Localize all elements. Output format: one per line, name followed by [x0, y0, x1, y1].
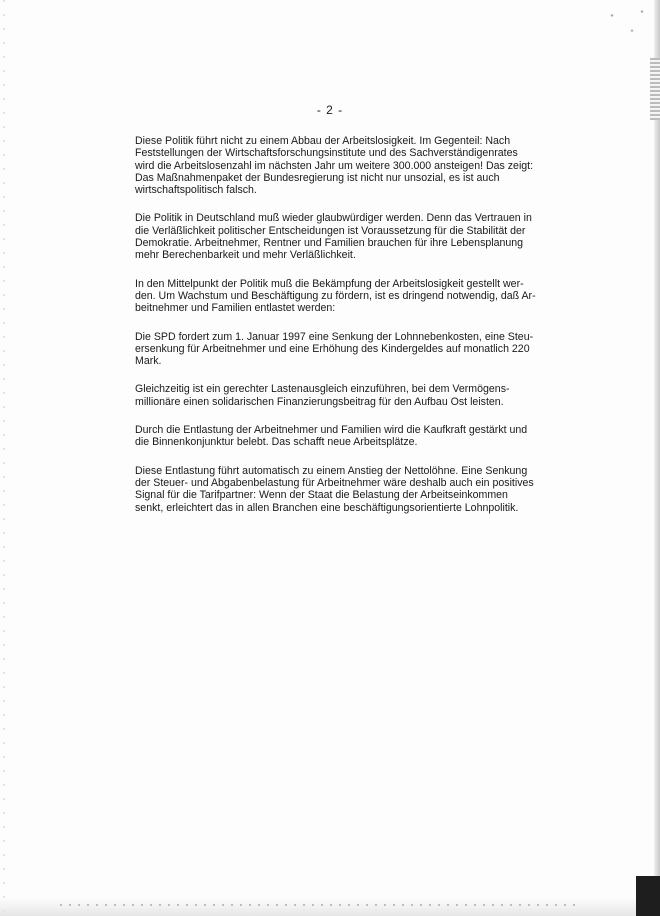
- paragraph: [135, 331, 555, 368]
- paragraph: [135, 383, 555, 408]
- paragraph: [135, 424, 555, 449]
- text-line: Gleichzeitig ist ein gerechter Lastenausgleich einzuführen, bei dem Vermögens-: [135, 383, 510, 396]
- text-line: millionäre einen solidarischen Finanzierungsbeitrag für den Aufbau Ost leisten.: [135, 395, 504, 408]
- paragraph: [135, 278, 555, 315]
- text-line: senkt, erleichtert das in allen Branchen eine beschäftigungsorientierte Lohnpolitik.: [135, 501, 519, 514]
- text-line: In den Mittelpunkt der Politik muß die Bekämpfung der Arbeitslosigkeit gestellt wer-: [135, 277, 524, 290]
- scan-artifact-right-edge: [654, 0, 660, 916]
- text-line: ersenkung für Arbeitnehmer und eine Erhöhung des Kindergeldes auf monatlich 220: [135, 342, 530, 355]
- scan-artifact-bottom-dots: [60, 904, 580, 906]
- text-line: wirtschaftspolitisch falsch.: [135, 184, 257, 197]
- body-text: [135, 135, 555, 530]
- text-line: Die SPD fordert zum 1. Januar 1997 eine Senkung der Lohnnebenkosten, eine Steu-: [135, 330, 534, 343]
- text-line: wird die Arbeitslosenzahl im nächsten Jahr um weitere 300.000 ansteigen! Das zeigt:: [135, 159, 534, 172]
- page-number: - 2 -: [316, 103, 344, 117]
- paragraph: [135, 212, 555, 261]
- scan-artifact-bottom-corner: [636, 876, 660, 916]
- paragraph: [135, 135, 555, 196]
- text-line: die Verläßlichkeit politischer Entscheidungen ist Voraussetzung für die Stabilität der: [135, 224, 526, 237]
- text-line: Signal für die Tarifpartner: Wenn der Staat die Belastung der Arbeitseinkommen: [135, 489, 508, 502]
- text-line: mehr Berechenbarkeit und mehr Verläßlichkeit.: [135, 249, 356, 262]
- text-line: Durch die Entlastung der Arbeitnehmer und Familien wird die Kaufkraft gestärkt und: [135, 424, 528, 437]
- text-line: der Steuer- und Abgabenbelastung für Arbeitnehmer wäre deshalb auch ein positives: [135, 476, 534, 489]
- scan-artifact-bottom-edge: [0, 898, 660, 916]
- paragraph: [135, 465, 555, 514]
- text-line: Das Maßnahmenpaket der Bundesregierung ist nicht nur unsozial, es ist auch: [135, 171, 500, 184]
- text-line: Mark.: [135, 355, 162, 368]
- text-line: Feststellungen der Wirtschaftsforschungsinstitute und des Sachverständigenrates: [135, 147, 518, 160]
- text-line: Demokratie. Arbeitnehmer, Rentner und Familien brauchen für ihre Lebensplanung: [135, 237, 524, 250]
- scan-artifact-left: [3, 0, 5, 916]
- text-line: Diese Entlastung führt automatisch zu einem Anstieg der Nettolöhne. Eine Senkung: [135, 464, 528, 477]
- text-line: die Binnenkonjunktur belebt. Das schafft neue Arbeitsplätze.: [135, 436, 418, 449]
- text-line: beitnehmer und Familien entlastet werden:: [135, 302, 336, 315]
- text-line: Diese Politik führt nicht zu einem Abbau der Arbeitslosigkeit. Im Gegenteil: Nach: [135, 135, 511, 147]
- text-line: Die Politik in Deutschland muß wieder glaubwürdiger werden. Denn das Vertrauen in: [135, 212, 532, 225]
- text-line: den. Um Wachstum und Beschäftigung zu fördern, ist es dringend notwendig, daß Ar-: [135, 289, 536, 302]
- scan-artifact-top-corner: [602, 4, 652, 42]
